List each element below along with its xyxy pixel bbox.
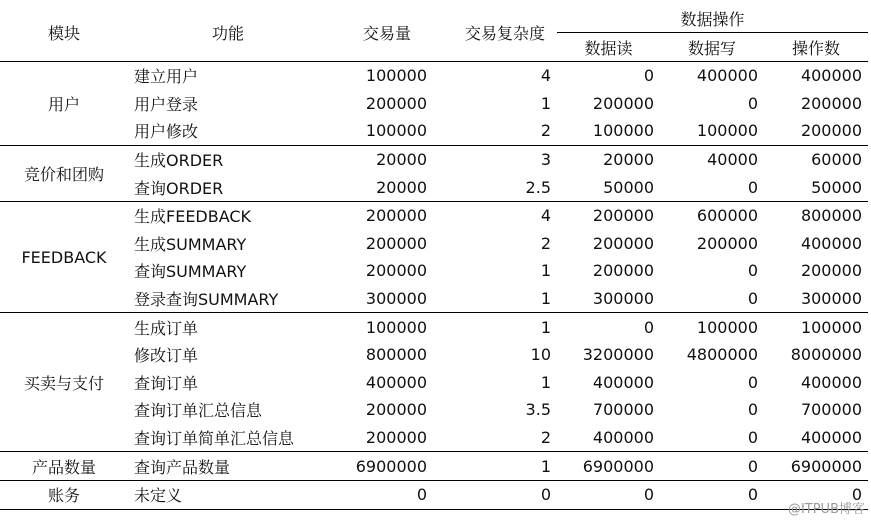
function-cell: 修改订单 xyxy=(134,346,199,366)
ops-cell: 0 xyxy=(764,480,868,509)
complexity-cell: 2 xyxy=(540,121,551,141)
ops-cell: 8000000 xyxy=(790,345,863,365)
table-row xyxy=(0,62,868,90)
header-module: 模块 xyxy=(0,4,128,62)
header-complexity: 交易复杂度 xyxy=(433,4,557,62)
module-cell: 买卖与支付 xyxy=(0,313,128,452)
ops-cell: 200000 xyxy=(800,261,863,281)
ops-cell: 700000 xyxy=(800,400,863,420)
volume-cell: 200000 xyxy=(365,261,427,281)
complexity-cell: 2 xyxy=(540,233,551,253)
transaction-table xyxy=(0,4,868,510)
ops-cell: 400000 xyxy=(800,372,863,392)
volume-cell: 100000 xyxy=(365,121,427,141)
table-row xyxy=(0,201,868,229)
ops-cell: 6900000 xyxy=(764,452,868,481)
write-cell: 0 xyxy=(747,372,758,392)
ops-cell: 400000 xyxy=(800,428,863,448)
write-cell: 0 xyxy=(660,480,764,509)
table-row xyxy=(0,480,868,509)
table-row xyxy=(0,145,868,173)
module-cell: 用户 xyxy=(0,62,128,146)
complexity-cell: 2.5 xyxy=(525,177,551,197)
table-body xyxy=(0,62,868,510)
table-row xyxy=(0,452,868,481)
complexity-cell: 2 xyxy=(540,428,551,448)
module-cell: 账务 xyxy=(0,480,128,509)
complexity-cell: 0 xyxy=(433,480,557,509)
write-cell: 400000 xyxy=(660,62,764,90)
ops-cell: 50000 xyxy=(811,177,863,197)
function-cell: 查询产品数量 xyxy=(128,452,328,481)
volume-cell: 20000 xyxy=(376,177,427,197)
write-cell: 4800000 xyxy=(686,345,758,365)
read-cell: 200000 xyxy=(592,261,654,281)
volume-cell: 100000 xyxy=(328,313,433,341)
header-write: 数据写 xyxy=(660,33,764,62)
read-cell: 200000 xyxy=(592,233,654,253)
volume-cell: 400000 xyxy=(365,372,427,392)
header-data-ops: 数据操作 xyxy=(557,4,868,33)
write-cell: 100000 xyxy=(660,313,764,341)
read-cell: 50000 xyxy=(603,177,654,197)
ops-cell: 200000 xyxy=(800,93,863,113)
volume-cell: 20000 xyxy=(328,145,433,173)
read-cell: 0 xyxy=(557,313,660,341)
module-cell: FEEDBACK xyxy=(0,201,128,312)
volume-cell: 200000 xyxy=(365,400,427,420)
read-cell: 100000 xyxy=(592,121,654,141)
volume-cell: 200000 xyxy=(365,233,427,253)
ops-cell: 60000 xyxy=(764,145,868,173)
volume-cell: 200000 xyxy=(328,201,433,229)
write-cell: 0 xyxy=(747,428,758,448)
watermark: @ITPUB博客 xyxy=(787,502,865,517)
read-cell: 200000 xyxy=(557,201,660,229)
table-row xyxy=(0,257,868,285)
write-cell: 0 xyxy=(747,93,758,113)
read-cell: 400000 xyxy=(592,428,654,448)
read-cell: 20000 xyxy=(557,145,660,173)
header-volume: 交易量 xyxy=(328,4,433,62)
table-row xyxy=(0,369,868,397)
complexity-cell: 3 xyxy=(433,145,557,173)
read-cell: 200000 xyxy=(592,93,654,113)
table-row xyxy=(0,230,868,258)
read-cell: 700000 xyxy=(592,400,654,420)
read-cell: 6900000 xyxy=(557,452,660,481)
table-row xyxy=(0,424,868,452)
ops-cell: 400000 xyxy=(764,62,868,90)
write-cell: 0 xyxy=(747,177,758,197)
function-cell: 未定义 xyxy=(128,480,328,509)
function-cell: 用户登录 xyxy=(134,94,199,114)
ops-cell: 100000 xyxy=(764,313,868,341)
read-cell: 400000 xyxy=(592,372,654,392)
ops-cell: 400000 xyxy=(800,233,863,253)
table-row xyxy=(0,117,868,145)
volume-cell: 800000 xyxy=(365,345,427,365)
table-header xyxy=(0,4,868,62)
ops-cell: 800000 xyxy=(764,201,868,229)
write-cell: 0 xyxy=(747,261,758,281)
volume-cell: 6900000 xyxy=(328,452,433,481)
complexity-cell: 1 xyxy=(433,313,557,341)
ops-cell: 200000 xyxy=(800,121,863,141)
ops-cell: 300000 xyxy=(800,289,863,309)
function-cell: 生成订单 xyxy=(128,313,328,341)
write-cell: 0 xyxy=(747,289,758,309)
complexity-cell: 4 xyxy=(433,62,557,90)
function-cell: 生成ORDER xyxy=(128,145,328,173)
complexity-cell: 1 xyxy=(540,93,551,113)
read-cell: 300000 xyxy=(592,289,654,309)
read-cell: 0 xyxy=(557,480,660,509)
table-row xyxy=(0,90,868,118)
volume-cell: 200000 xyxy=(365,428,427,448)
module-cell: 竞价和团购 xyxy=(0,145,128,201)
function-cell: 查询订单汇总信息 xyxy=(134,401,263,421)
header-read: 数据读 xyxy=(557,33,660,62)
volume-cell: 100000 xyxy=(328,62,433,90)
read-cell: 3200000 xyxy=(582,345,654,365)
write-cell: 40000 xyxy=(660,145,764,173)
volume-cell: 200000 xyxy=(365,93,427,113)
complexity-cell: 1 xyxy=(540,372,551,392)
header-function: 功能 xyxy=(128,4,328,62)
table-row xyxy=(0,285,868,313)
module-cell: 产品数量 xyxy=(0,452,128,481)
complexity-cell: 3.5 xyxy=(525,400,551,420)
write-cell: 0 xyxy=(660,452,764,481)
header-ops: 操作数 xyxy=(764,33,868,62)
table-row xyxy=(0,396,868,424)
function-cell: 生成SUMMARY xyxy=(134,234,247,254)
function-cell: 生成FEEDBACK xyxy=(128,201,328,229)
function-cell: 查询订单简单汇总信息 xyxy=(134,429,295,449)
write-cell: 100000 xyxy=(696,121,758,141)
complexity-cell: 10 xyxy=(530,345,551,365)
complexity-cell: 4 xyxy=(433,201,557,229)
volume-cell: 0 xyxy=(328,480,433,509)
complexity-cell: 1 xyxy=(540,289,551,309)
write-cell: 200000 xyxy=(696,233,758,253)
function-cell: 查询订单 xyxy=(134,373,199,393)
function-cell: 查询ORDER xyxy=(134,178,224,198)
write-cell: 0 xyxy=(747,400,758,420)
table-row xyxy=(0,341,868,369)
read-cell: 0 xyxy=(557,62,660,90)
complexity-cell: 1 xyxy=(540,261,551,281)
function-cell: 建立用户 xyxy=(128,62,328,90)
table-row xyxy=(0,313,868,341)
function-cell: 用户修改 xyxy=(134,122,199,142)
complexity-cell: 1 xyxy=(433,452,557,481)
function-cell: 查询SUMMARY xyxy=(134,262,247,282)
table-row xyxy=(0,173,868,201)
volume-cell: 300000 xyxy=(365,289,427,309)
write-cell: 600000 xyxy=(660,201,764,229)
function-cell: 登录查询SUMMARY xyxy=(134,290,279,310)
